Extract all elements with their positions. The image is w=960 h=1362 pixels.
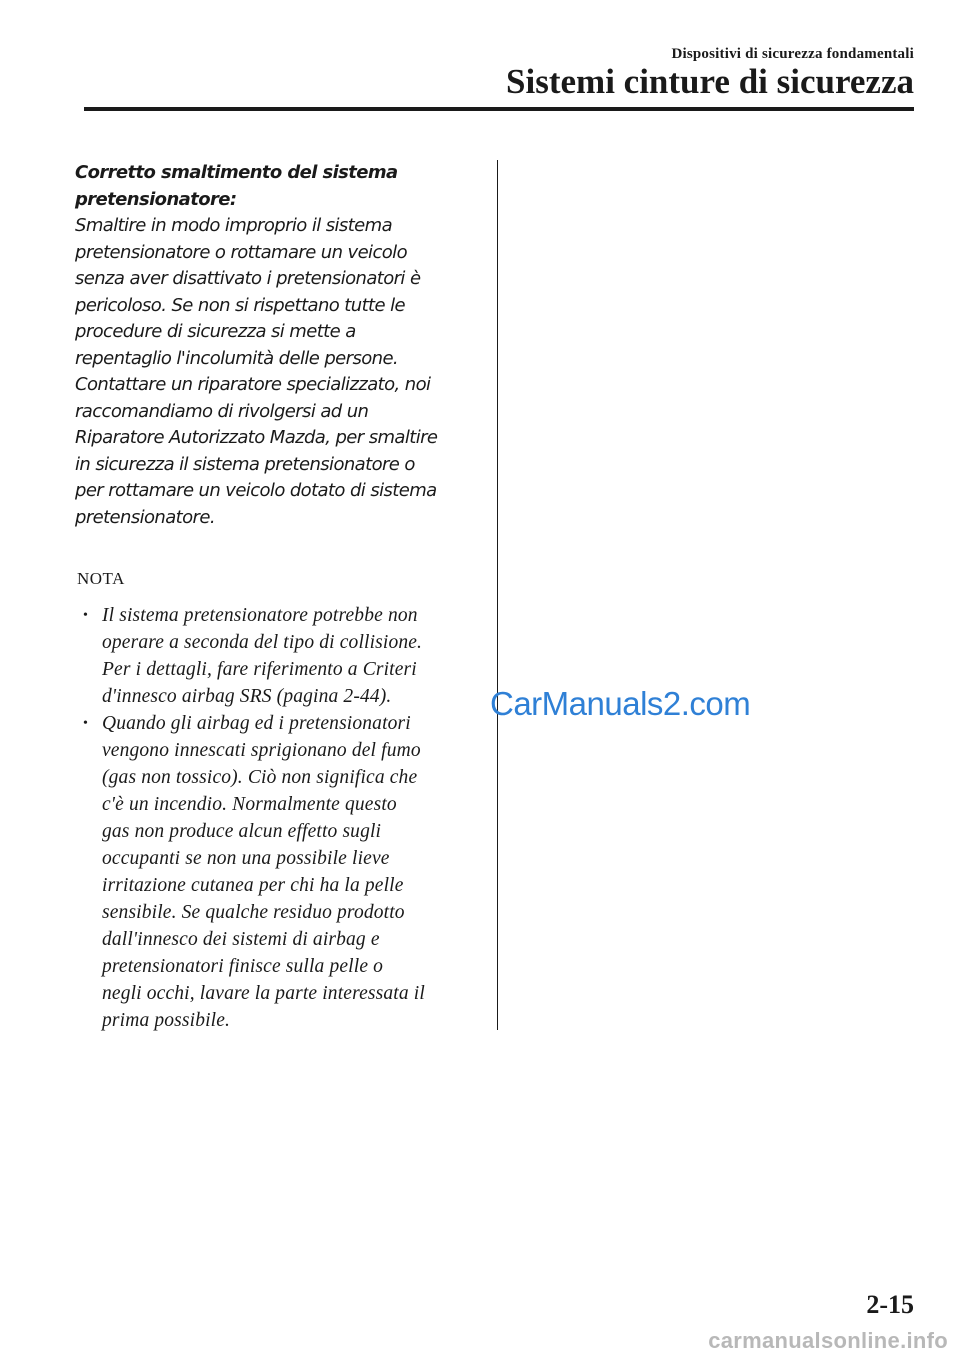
nota-line: (gas non tossico). Ciò non significa che xyxy=(102,767,418,788)
page-title: Sistemi cinture di sicurezza xyxy=(506,62,914,101)
caution-line: per rottamare un veicolo dotato di sistema xyxy=(75,480,437,501)
nota-line: Per i dettagli, fare riferimento a Criteri xyxy=(102,659,417,680)
caution-body xyxy=(75,213,475,531)
nota-line: negli occhi, lavare la parte interessata il xyxy=(102,983,425,1004)
header-divider xyxy=(84,107,914,111)
caution-line: pericoloso. Se non si rispettano tutte le xyxy=(75,294,405,316)
section-subtitle: Dispositivi di sicurezza fondamentali xyxy=(671,46,914,62)
caution-line: senza aver disattivato i pretensionatori è xyxy=(75,268,421,289)
nota-line: irritazione cutanea per chi ha la pelle xyxy=(102,875,404,896)
nota-line: gas non produce alcun effetto sugli xyxy=(102,821,382,842)
nota-line: occupanti se non una possibile lieve xyxy=(102,848,390,869)
nota-line: pretensionatori finisce sulla pelle o xyxy=(102,956,384,977)
caution-line: Smaltire in modo improprio il sistema xyxy=(75,215,392,236)
caution-heading xyxy=(75,160,475,213)
caution-line: Riparatore Autorizzato Mazda, per smaltire xyxy=(75,427,438,448)
nota-line: c'è un incendio. Normalmente questo xyxy=(102,794,397,815)
nota-line: Il sistema pretensionatore potrebbe non xyxy=(102,605,418,626)
footer-watermark[interactable]: carmanualsonline.info xyxy=(708,1328,948,1353)
nota-line: prima possibile. xyxy=(102,1010,231,1031)
column-divider xyxy=(497,160,498,1030)
bullet-icon: • xyxy=(83,608,89,623)
bullet-icon: • xyxy=(83,716,89,731)
nota-line: operare a seconda del tipo di collisione. xyxy=(102,632,423,653)
left-column xyxy=(75,160,475,1034)
caution-line: Contattare un riparatore specializzato, noi xyxy=(75,374,431,395)
nota-line: dall'innesco dei sistemi di airbag e xyxy=(102,929,380,950)
nota-line: sensibile. Se qualche residuo prodotto xyxy=(102,902,405,923)
list-item xyxy=(75,602,475,710)
nota-line: Quando gli airbag ed i pretensionatori xyxy=(102,713,411,734)
caution-heading-line: pretensionatore: xyxy=(75,188,237,210)
nota-label: NOTA xyxy=(77,569,125,588)
nota-line: d'innesco airbag SRS (pagina 2-44). xyxy=(102,686,392,707)
caution-heading-line: Corretto smaltimento del sistema xyxy=(75,162,398,183)
caution-line: in sicurezza il sistema pretensionatore o xyxy=(75,453,415,475)
nota-list xyxy=(75,602,475,1034)
nota-line: vengono innescati sprigionano del fumo xyxy=(102,740,421,761)
caution-line: raccomandiamo di rivolgersi ad un xyxy=(75,400,369,422)
caution-line: pretensionatore o rottamare un veicolo xyxy=(75,241,407,263)
page-number: 2-15 xyxy=(866,1290,914,1319)
caution-line: repentaglio l'incolumità delle persone. xyxy=(75,347,399,369)
caution-line: procedure di sicurezza si mette a xyxy=(75,321,356,342)
caution-line: pretensionatore. xyxy=(75,506,215,528)
watermark-logo[interactable]: CarManuals2.com xyxy=(490,685,751,722)
list-item xyxy=(75,710,475,1034)
